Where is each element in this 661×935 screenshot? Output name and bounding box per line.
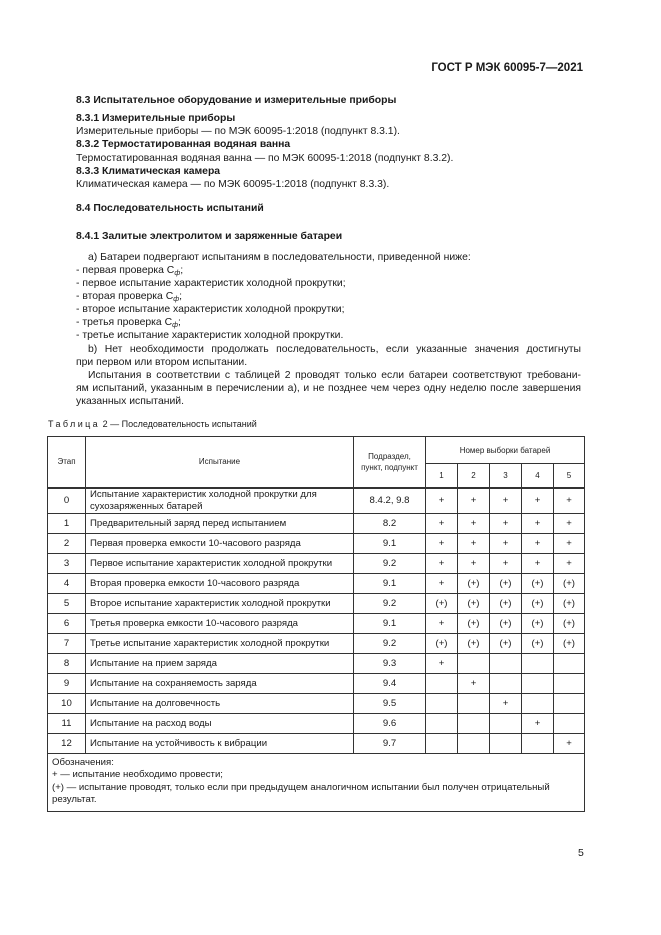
- cell-test: Вторая проверка емкости 10-часового разряда: [86, 573, 354, 593]
- cell-sample-3: +: [490, 553, 522, 573]
- cell-sample-3: +: [490, 533, 522, 553]
- cell-sample-4: +: [522, 513, 554, 533]
- cell-sample-3: (+): [490, 613, 522, 633]
- cell-stage: 0: [48, 488, 86, 514]
- table-row: [48, 553, 585, 573]
- list-item-end: ;: [177, 317, 181, 328]
- notes-title: Обозначения:: [52, 756, 114, 768]
- cell-clause: 9.2: [354, 633, 426, 653]
- cell-test: Испытание характеристик холодной прокрутки для сухозаряженных батарей: [86, 488, 354, 514]
- cell-sample-4: [522, 693, 554, 713]
- paragraph-line2: ям испытаний, указанным в перечислении а), и не позднее чем через одну неделю после завершения: [76, 383, 581, 394]
- table-caption-word: Таблица: [48, 419, 101, 429]
- cell-sample-2: [458, 733, 490, 753]
- cell-sample-4: [522, 653, 554, 673]
- cell-sample-2: (+): [458, 633, 490, 653]
- list-item: - первое испытание характеристик холодной прокрутки;: [76, 278, 346, 289]
- cell-sample-3: +: [490, 693, 522, 713]
- paragraph-b-line1: b) Нет необходимости продолжать последовательность, если указанные значения достигнуты: [88, 344, 581, 355]
- header-sample-5: 5: [554, 464, 585, 488]
- table-notes: [48, 753, 585, 811]
- paragraph-line3: указанных испытаний.: [76, 396, 184, 407]
- cell-sample-1: [426, 733, 458, 753]
- cell-sample-3: [490, 713, 522, 733]
- list-item: [76, 264, 183, 277]
- cell-clause: 9.2: [354, 553, 426, 573]
- cell-sample-4: +: [522, 488, 554, 514]
- test-sequence-table: [47, 436, 585, 812]
- cell-test: Второе испытание характеристик холодной прокрутки: [86, 593, 354, 613]
- paragraph-line1: Испытания в соответствии с таблицей 2 проводят только если батареи соответствуют требовани-: [88, 370, 581, 381]
- cell-sample-1: +: [426, 553, 458, 573]
- header-sample-3: 3: [490, 464, 522, 488]
- cell-sample-2: (+): [458, 613, 490, 633]
- cell-sample-5: +: [554, 553, 585, 573]
- cell-sample-4: [522, 673, 554, 693]
- cell-sample-5: [554, 693, 585, 713]
- cell-test: Испытание на устойчивость к вибрации: [86, 733, 354, 753]
- cell-sample-1: [426, 713, 458, 733]
- cell-test: Испытание на расход воды: [86, 713, 354, 733]
- cell-stage: 6: [48, 613, 86, 633]
- cell-sample-2: +: [458, 553, 490, 573]
- header-sample-4: 4: [522, 464, 554, 488]
- cell-sample-5: +: [554, 733, 585, 753]
- list-item-text: - вторая проверка C: [76, 291, 174, 302]
- section-8-3-3-text: Климатическая камера — по МЭК 60095-1:2018 (подпункт 8.3.3).: [76, 179, 390, 190]
- cell-stage: 3: [48, 553, 86, 573]
- list-item-end: ;: [179, 291, 182, 302]
- cell-stage: 1: [48, 513, 86, 533]
- section-8-3-1-title: 8.3.1 Измерительные приборы: [76, 113, 236, 124]
- table-row: [48, 713, 585, 733]
- cell-sample-2: +: [458, 533, 490, 553]
- cell-sample-2: (+): [458, 593, 490, 613]
- header-stage: Этап: [48, 437, 86, 488]
- notes-plus: + — испытание необходимо провести;: [52, 769, 223, 780]
- table-row: [48, 513, 585, 533]
- table-row: [48, 733, 585, 753]
- section-8-3-1-text: Измерительные приборы — по МЭК 60095-1:2018 (подпункт 8.3.1).: [76, 126, 400, 137]
- cell-sample-5: +: [554, 513, 585, 533]
- cell-sample-5: (+): [554, 573, 585, 593]
- cell-stage: 11: [48, 713, 86, 733]
- section-8-4-title: 8.4 Последовательность испытаний: [76, 203, 264, 214]
- list-item: [76, 290, 182, 303]
- cf-subscript: ф: [174, 270, 181, 277]
- cell-clause: 8.2: [354, 513, 426, 533]
- cell-clause: 9.7: [354, 733, 426, 753]
- cell-sample-4: (+): [522, 593, 554, 613]
- cell-test: Предварительный заряд перед испытанием: [86, 513, 354, 533]
- cell-sample-3: +: [490, 513, 522, 533]
- cell-sample-1: (+): [426, 633, 458, 653]
- list-item: - второе испытание характеристик холодной прокрутки;: [76, 304, 345, 315]
- cell-sample-3: (+): [490, 633, 522, 653]
- cell-sample-2: +: [458, 673, 490, 693]
- cell-stage: 5: [48, 593, 86, 613]
- cell-stage: 8: [48, 653, 86, 673]
- cell-sample-3: [490, 733, 522, 753]
- table-caption-text: 2 — Последовательность испытаний: [100, 419, 257, 429]
- header-clause: Подраздел, пункт, подпункт: [354, 437, 426, 488]
- header-sample-group: Номер выборки батарей: [426, 437, 585, 464]
- cell-sample-5: +: [554, 488, 585, 514]
- cell-clause: 9.4: [354, 673, 426, 693]
- cell-sample-5: (+): [554, 613, 585, 633]
- header-sample-2: 2: [458, 464, 490, 488]
- cell-stage: 10: [48, 693, 86, 713]
- table-row: [48, 693, 585, 713]
- cell-test: Первая проверка емкости 10-часового разряда: [86, 533, 354, 553]
- cell-test: Третье испытание характеристик холодной прокрутки: [86, 633, 354, 653]
- cell-test: Испытание на сохраняемость заряда: [86, 673, 354, 693]
- cell-sample-2: [458, 693, 490, 713]
- cell-sample-2: +: [458, 513, 490, 533]
- table-row: [48, 633, 585, 653]
- cell-sample-5: +: [554, 533, 585, 553]
- cf-subscript: ф: [173, 296, 180, 303]
- table-row: [48, 488, 585, 514]
- cell-test: Испытание на прием заряда: [86, 653, 354, 673]
- cell-stage: 12: [48, 733, 86, 753]
- cell-sample-3: [490, 653, 522, 673]
- table-row: [48, 673, 585, 693]
- page-number: 5: [578, 847, 584, 859]
- cell-stage: 4: [48, 573, 86, 593]
- section-8-3-3-title: 8.3.3 Климатическая камера: [76, 166, 221, 177]
- cell-sample-2: (+): [458, 573, 490, 593]
- cell-stage: 9: [48, 673, 86, 693]
- table-row: [48, 613, 585, 633]
- list-intro-a: а) Батареи подвергают испытаниям в последовательности, приведенной ниже:: [88, 252, 471, 263]
- cell-sample-4: +: [522, 533, 554, 553]
- cell-sample-1: +: [426, 613, 458, 633]
- cell-sample-3: +: [490, 488, 522, 514]
- cell-sample-5: [554, 713, 585, 733]
- table-row: [48, 593, 585, 613]
- cell-sample-2: [458, 713, 490, 733]
- cell-sample-1: +: [426, 533, 458, 553]
- cell-test: Третья проверка емкости 10-часового разряда: [86, 613, 354, 633]
- cell-sample-2: [458, 653, 490, 673]
- table-body: [48, 488, 585, 754]
- section-8-3-title: 8.3 Испытательное оборудование и измерительные приборы: [76, 95, 397, 106]
- cell-clause: 9.1: [354, 573, 426, 593]
- paragraph-b-line2: при первом или втором испытании.: [76, 357, 248, 368]
- cell-sample-1: +: [426, 653, 458, 673]
- table-row: [48, 573, 585, 593]
- list-item: - третье испытание характеристик холодной прокрутки.: [76, 330, 344, 341]
- header-test: Испытание: [86, 437, 354, 488]
- cell-sample-1: [426, 693, 458, 713]
- list-item-end: ;: [180, 265, 184, 276]
- standard-designation: ГОСТ Р МЭК 60095-7—2021: [431, 62, 583, 74]
- cell-sample-4: (+): [522, 633, 554, 653]
- cell-sample-1: +: [426, 488, 458, 514]
- cell-test: Первое испытание характеристик холодной прокрутки: [86, 553, 354, 573]
- list-item-text: - третья проверка C: [76, 317, 173, 328]
- cell-sample-3: (+): [490, 573, 522, 593]
- cell-sample-2: +: [458, 488, 490, 514]
- cell-stage: 2: [48, 533, 86, 553]
- cell-sample-3: (+): [490, 593, 522, 613]
- table-caption: [48, 419, 257, 429]
- cell-sample-1: +: [426, 513, 458, 533]
- section-8-3-2-text: Термостатированная водяная ванна — по МЭК 60095-1:2018 (подпункт 8.3.2).: [76, 153, 454, 164]
- table-row: [48, 653, 585, 673]
- cell-clause: 9.2: [354, 593, 426, 613]
- cell-clause: 9.6: [354, 713, 426, 733]
- cell-clause: 8.4.2, 9.8: [354, 488, 426, 514]
- cell-sample-4: +: [522, 713, 554, 733]
- cell-clause: 9.5: [354, 693, 426, 713]
- list-item: [76, 316, 181, 329]
- cell-sample-3: [490, 673, 522, 693]
- header-sample-1: 1: [426, 464, 458, 488]
- cell-sample-5: [554, 673, 585, 693]
- cell-clause: 9.3: [354, 653, 426, 673]
- list-item-text: - первая проверка C: [76, 265, 175, 276]
- cell-sample-4: +: [522, 553, 554, 573]
- cell-sample-4: [522, 733, 554, 753]
- table-row: [48, 533, 585, 553]
- notes-paren: (+) — испытание проводят, только если при предыдущем аналогичном испытании был получен отрицательный результат.: [52, 781, 550, 805]
- cell-sample-5: [554, 653, 585, 673]
- cell-sample-5: (+): [554, 633, 585, 653]
- cell-sample-5: (+): [554, 593, 585, 613]
- cell-sample-1: (+): [426, 593, 458, 613]
- section-8-3-2-title: 8.3.2 Термостатированная водяная ванна: [76, 139, 291, 150]
- cell-test: Испытание на долговечность: [86, 693, 354, 713]
- cf-subscript: ф: [172, 322, 178, 329]
- cell-clause: 9.1: [354, 613, 426, 633]
- cell-sample-4: (+): [522, 573, 554, 593]
- cell-clause: 9.1: [354, 533, 426, 553]
- cell-sample-1: [426, 673, 458, 693]
- section-8-4-1-title: 8.4.1 Залитые электролитом и заряженные батареи: [76, 231, 343, 242]
- cell-stage: 7: [48, 633, 86, 653]
- cell-sample-1: +: [426, 573, 458, 593]
- cell-sample-4: (+): [522, 613, 554, 633]
